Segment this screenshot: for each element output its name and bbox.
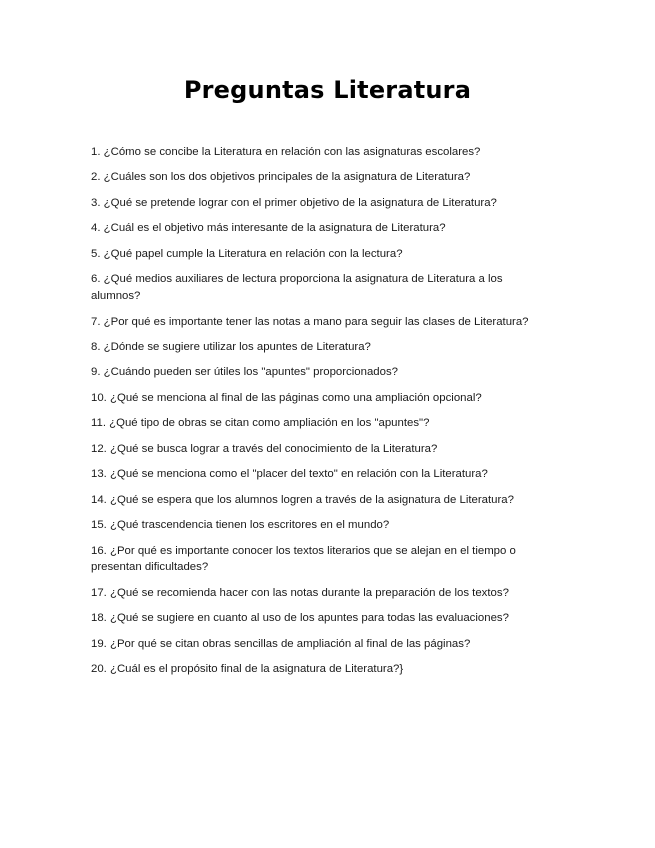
question-item-14: 14. ¿Qué se espera que los alumnos logren a través de la asignatura de Literatura? bbox=[91, 493, 514, 506]
question-item-11: 11. ¿Qué tipo de obras se citan como ampliación en los "apuntes"? bbox=[91, 417, 430, 430]
question-item-20: 20. ¿Cuál es el propósito final de la asignatura de Literatura?} bbox=[91, 663, 404, 676]
page-title: Preguntas Literatura bbox=[183, 76, 472, 104]
question-item-10: 10. ¿Qué se menciona al final de las páginas como una ampliación opcional? bbox=[91, 391, 482, 404]
question-list bbox=[91, 144, 551, 687]
question-item-5: 5. ¿Qué papel cumple la Literatura en relación con la lectura? bbox=[91, 247, 403, 260]
question-item-6: 6. ¿Qué medios auxiliares de lectura proporciona la asignatura de Literatura a los alumnos? bbox=[91, 273, 503, 303]
question-item-17: 17. ¿Qué se recomienda hacer con las notas durante la preparación de los textos? bbox=[91, 586, 509, 599]
question-item-19: 19. ¿Por qué se citan obras sencillas de ampliación al final de las páginas? bbox=[91, 637, 471, 650]
question-item-9: 9. ¿Cuándo pueden ser útiles los "apuntes" proporcionados? bbox=[91, 366, 398, 379]
question-item-18: 18. ¿Qué se sugiere en cuanto al uso de los apuntes para todas las evaluaciones? bbox=[91, 612, 509, 625]
question-item-3: 3. ¿Qué se pretende lograr con el primer objetivo de la asignatura de Literatura? bbox=[91, 196, 497, 209]
question-item-16: 16. ¿Por qué es importante conocer los textos literarios que se alejan en el tiempo o presentan dificultades? bbox=[91, 544, 516, 574]
question-item-2: 2. ¿Cuáles son los dos objetivos principales de la asignatura de Literatura? bbox=[91, 171, 471, 184]
question-item-13: 13. ¿Qué se menciona como el "placer del texto" en relación con la Literatura? bbox=[91, 468, 488, 481]
question-item-15: 15. ¿Qué trascendencia tienen los escritores en el mundo? bbox=[91, 519, 390, 532]
question-item-7: 7. ¿Por qué es importante tener las notas a mano para seguir las clases de Literatura? bbox=[91, 315, 529, 328]
question-item-12: 12. ¿Qué se busca lograr a través del conocimiento de la Literatura? bbox=[91, 442, 438, 455]
question-item-8: 8. ¿Dónde se sugiere utilizar los apuntes de Literatura? bbox=[91, 340, 371, 353]
question-item-1: 1. ¿Cómo se concibe la Literatura en relación con las asignaturas escolares? bbox=[91, 146, 481, 158]
question-item-4: 4. ¿Cuál es el objetivo más interesante de la asignatura de Literatura? bbox=[91, 222, 446, 235]
